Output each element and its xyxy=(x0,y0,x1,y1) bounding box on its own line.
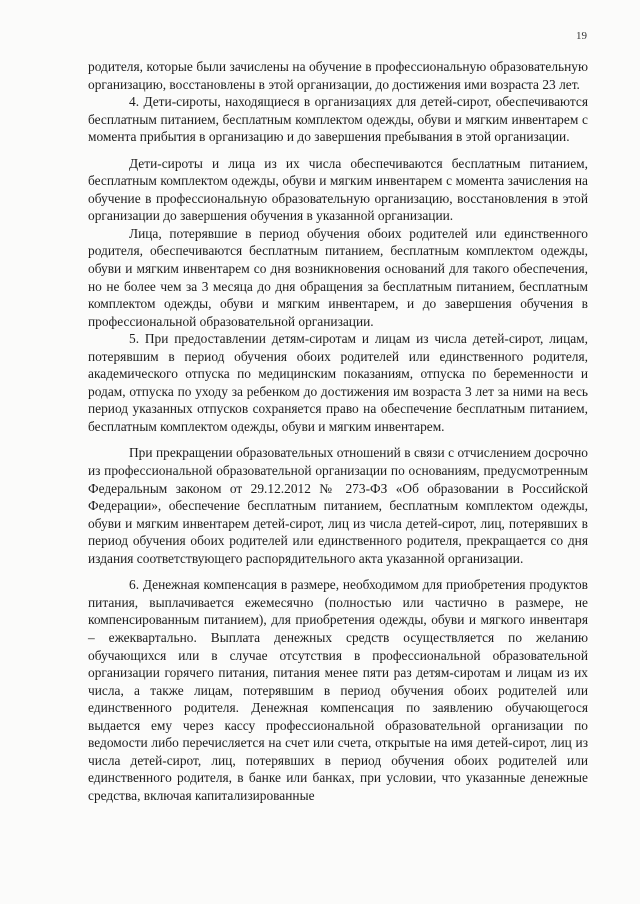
page-number: 19 xyxy=(576,30,587,42)
paragraph-item-4: 4. Дети-сироты, находящиеся в организациях для детей-сирот, обеспечиваются бесплатным питанием, бесплатным комплектом одежды, обуви и мягким инвентарем с момента прибытия в организацию и до завершения пребывания в этой организации. xyxy=(88,94,588,145)
paragraph-item-5: 5. При предоставлении детям-сиротам и лицам из числа детей-сирот, лицам, потерявшим в период обучения обоих родителей или единственного родителя, академического отпуска по медицинским показаниям, отпуска по беременности и родам, отпуска по уходу за ребенком до достижения им возраста 3 лет за ними на весь период указанных отпусков сохраняется право на обеспечение бесплатным питанием, бесплатным комплектом одежды, обуви и мягким инвентарем. xyxy=(88,331,588,434)
paragraph-continuation: родителя, которые были зачислены на обучение в профессиональную образовательную организацию, восстановлены в этой организации, до достижения ими возраста 23 лет. xyxy=(88,59,588,92)
document-body xyxy=(88,58,588,804)
paragraph-termination: При прекращении образовательных отношений в связи с отчислением досрочно из профессиональной образовательной организации по основаниям, предусмотренным Федеральным законом от 29.12.2012 № 273-ФЗ «Об образовании в Российской Федерации», обеспечение бесплатным питанием, бесплатным комплектом одежды, обуви и мягким инвентарем детей-сирот, лиц из числа детей-сирот, лиц, потерявших в период обучения обоих родителей или единственного родителя, прекращается со дня издания соответствующего распорядительного акта указанной организации. xyxy=(88,445,588,566)
paragraph-lost-parents: Лица, потерявшие в период обучения обоих родителей или единственного родителя, обеспечиваются бесплатным питанием, бесплатным комплектом одежды, обуви и мягким инвентарем со дня возникновения оснований для такого обеспечения, но не более чем за 3 месяца до дня обращения за бесплатным питанием, бесплатным комплектом одежды, обуви и мягким инвентарем, и до завершения обучения в профессиональной образовательной организации. xyxy=(88,225,588,329)
paragraph-orphans-enrollment: Дети-сироты и лица из их числа обеспечиваются бесплатным питанием, бесплатным комплектом одежды, обуви и мягким инвентарем с момента зачисления на обучение в профессиональную образовательную организацию, восстановления в этой организации до завершения обучения в указанной организации. xyxy=(88,155,588,224)
paragraph-item-6: 6. Денежная компенсация в размере, необходимом для приобретения продуктов питания, выплачивается ежемесячно (полностью или частично в размере, не компенсированным питанием), для приобретения одежды, обуви и мягкого инвентаря – ежеквартально. Выплата денежных средств осуществляется по желанию обучающихся или в случае отсутствия в профессиональной образовательной организации горячего питания, питания менее пяти раз детям-сиротам и лицам из их числа, а также лицам, потерявшим в период обучения обоих родителей или единственного родителя. Денежная компенсация по заявлению обучающегося выдается ему через кассу профессиональной образовательной организации по ведомости либо перечисляется на счет или счета, открытые на имя детей-сирот, лиц из числа детей-сирот, лиц, потерявших в период обучения обоих родителей или единственного родителя, в банке или банках, при условии, что указанные денежные средства, включая капитализированные xyxy=(88,577,588,803)
